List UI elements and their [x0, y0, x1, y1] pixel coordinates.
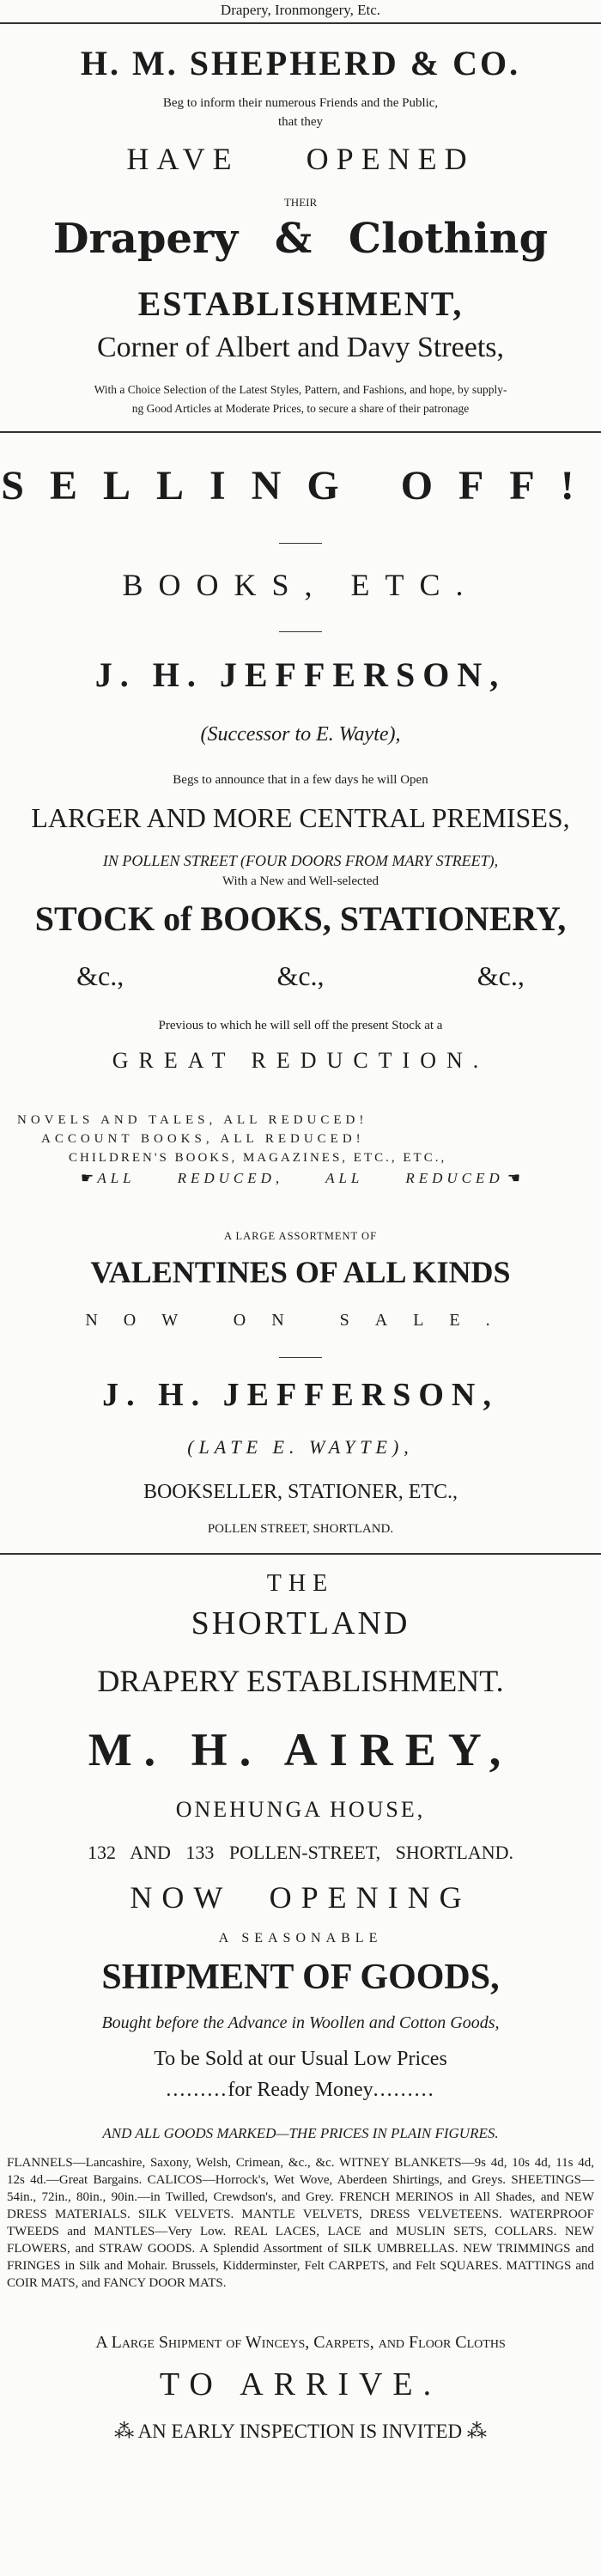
to-be-sold-line: To be Sold at our Usual Low Prices	[154, 2048, 447, 2070]
asterism-right-icon: ⁂	[466, 2421, 487, 2442]
pointing-hand-right-icon: ☚	[507, 1170, 521, 1186]
valentines-heading: VALENTINES OF ALL KINDS	[90, 1255, 511, 1289]
now-opening-heading: NOW OPENING	[130, 1880, 471, 1915]
short-dash-3	[279, 1357, 322, 1358]
account-books-line: ACCOUNT BOOKS, ALL REDUCED!	[41, 1132, 365, 1146]
asterism-left-icon: ⁂	[114, 2421, 135, 2442]
leader-dots-right: .........	[373, 2079, 435, 2101]
well-selected-line: With a New and Well-selected	[222, 874, 379, 888]
corner-line: Corner of Albert and Davy Streets,	[97, 332, 504, 363]
bookseller-line: BOOKSELLER, STATIONER, ETC.,	[143, 1481, 458, 1503]
all-reduced-text: ALL REDUCED, ALL REDUCED	[97, 1170, 504, 1186]
short-dash-2	[279, 631, 322, 632]
novels-line: NOVELS AND TALES, ALL REDUCED!	[17, 1113, 368, 1127]
seasonable-line: A SEASONABLE	[218, 1931, 383, 1946]
inspection-text: AN EARLY INSPECTION IS INVITED	[137, 2421, 463, 2442]
airey-name: M. H. AIREY,	[88, 1724, 513, 1775]
intro-line: Beg to inform their numerous Friends and the Public,	[162, 96, 439, 110]
all-goods-line: AND ALL GOODS MARKED—THE PRICES IN PLAIN FIGURES.	[102, 2125, 499, 2141]
onehunga-house: ONEHUNGA HOUSE,	[175, 1797, 426, 1822]
selling-off-heading: SELLING OFF!	[1, 463, 600, 509]
great-reduction: GREAT REDUCTION.	[112, 1048, 489, 1073]
to-arrive-heading: TO ARRIVE.	[159, 2366, 442, 2402]
stock-heading: STOCK of BOOKS, STATIONERY,	[34, 899, 567, 938]
jefferson-name: J. H. JEFFERSON,	[94, 655, 507, 694]
top-rule	[0, 22, 601, 24]
leader-dots-left: .........	[166, 2079, 228, 2101]
large-shipment-line: A Large Shipment of Winceys, Carpets, and Floor Cloths	[95, 2333, 506, 2352]
etc-2: &c.,	[276, 960, 325, 991]
books-etc-heading: BOOKS, ETC.	[122, 568, 479, 602]
divider-1	[0, 431, 601, 433]
all-reduced-line	[0, 1170, 601, 1187]
divider-2	[0, 1553, 601, 1555]
successor-line: (Successor to E. Wayte),	[200, 723, 401, 746]
late-wayte-line: (LATE E. WAYTE),	[187, 1436, 414, 1458]
drapery-clothing-heading: Drapery & Clothing	[52, 215, 549, 263]
drapery-establishment-heading: DRAPERY ESTABLISHMENT.	[97, 1664, 504, 1698]
pointing-hand-left-icon: ☛	[80, 1170, 94, 1186]
selection-line-1: With a Choice Selection of the Latest Styles, Pattern, and Fashions, and hope, by supply-	[94, 383, 507, 396]
shop-address: POLLEN STREET, SHORTLAND.	[207, 1522, 394, 1536]
shortland-heading: SHORTLAND	[191, 1605, 410, 1641]
bought-line: Bought before the Advance in Woollen and Cotton Goods,	[101, 2013, 500, 2032]
the-word: THE	[266, 1570, 335, 1597]
etc-3: &c.,	[477, 960, 525, 991]
begs-line: Begs to announce that in a few days he will Open	[173, 773, 428, 787]
shipment-heading: SHIPMENT OF GOODS,	[101, 1958, 500, 1997]
their-word: THEIR	[283, 196, 318, 209]
selection-line-2: ng Good Articles at Moderate Prices, to secure a share of their patronage	[131, 402, 470, 415]
etc-row	[0, 960, 601, 992]
airey-address: 132 AND 133 POLLEN-STREET, SHORTLAND.	[87, 1842, 514, 1863]
goods-list-paragraph: FLANNELS—Lancashire, Saxony, Welsh, Crimean, &c., &c. WITNEY BLANKETS—9s 4d, 10s 4d, 11s 4d, 12s 4d.—Great Bargains. CALICOS—Horrock's, Wet Wove, Aberdeen Shirtings, and Greys. SHEETINGS—54in., 72in., 80in., 90in.—in Twilled, Crewdson's, and Grey. FRENCH MERINOS in All Shades, and NEW DRESS MATERIALS. SILK VELVETS. MANTLE VELVETS, DRESS VELVETEENS. WATERPROOF TWEEDS and MANTLES—Very Low. REAL LACES, LACE and MUSLIN SETS, COLLARS. NEW FLOWERS, and STRAW GOODS. A Splendid Assortment of SILK UMBRELLAS. NEW TRIMMINGS and FRINGES in Silk and Mohair. Brussels, Kidderminster, Felt CARPETS, and Felt SQUARES. MATTINGS and COIR MATS, and FANCY DOOR MATS.	[7, 2156, 594, 2290]
establishment-heading: ESTABLISHMENT,	[137, 284, 464, 323]
ready-money-line	[0, 2079, 601, 2102]
etc-1: &c.,	[76, 960, 124, 991]
pollen-street-line: IN POLLEN STREET (FOUR DOORS FROM MARY STREET),	[102, 852, 499, 869]
intro-line-2: that they	[277, 115, 324, 129]
have-opened-heading: HAVE OPENED	[126, 142, 475, 176]
larger-premises: LARGER AND MORE CENTRAL PREMISES,	[31, 802, 570, 833]
now-on-sale: NOW ON SALE.	[85, 1311, 516, 1330]
short-dash	[279, 543, 322, 544]
childrens-books-line: CHILDREN'S BOOKS, MAGAZINES, ETC., ETC.,	[69, 1151, 447, 1165]
previous-line: Previous to which he will sell off the present Stock at a	[158, 1019, 443, 1032]
inspection-line	[0, 2421, 601, 2443]
firm-name: H. M. SHEPHERD & CO.	[80, 44, 521, 82]
ready-money-text: for Ready Money	[228, 2079, 373, 2101]
large-assortment-line: A LARGE ASSORTMENT OF	[223, 1230, 378, 1242]
jefferson-name-2: J. H. JEFFERSON,	[102, 1377, 499, 1413]
running-head: Drapery, Ironmongery, Etc.	[220, 2, 381, 18]
